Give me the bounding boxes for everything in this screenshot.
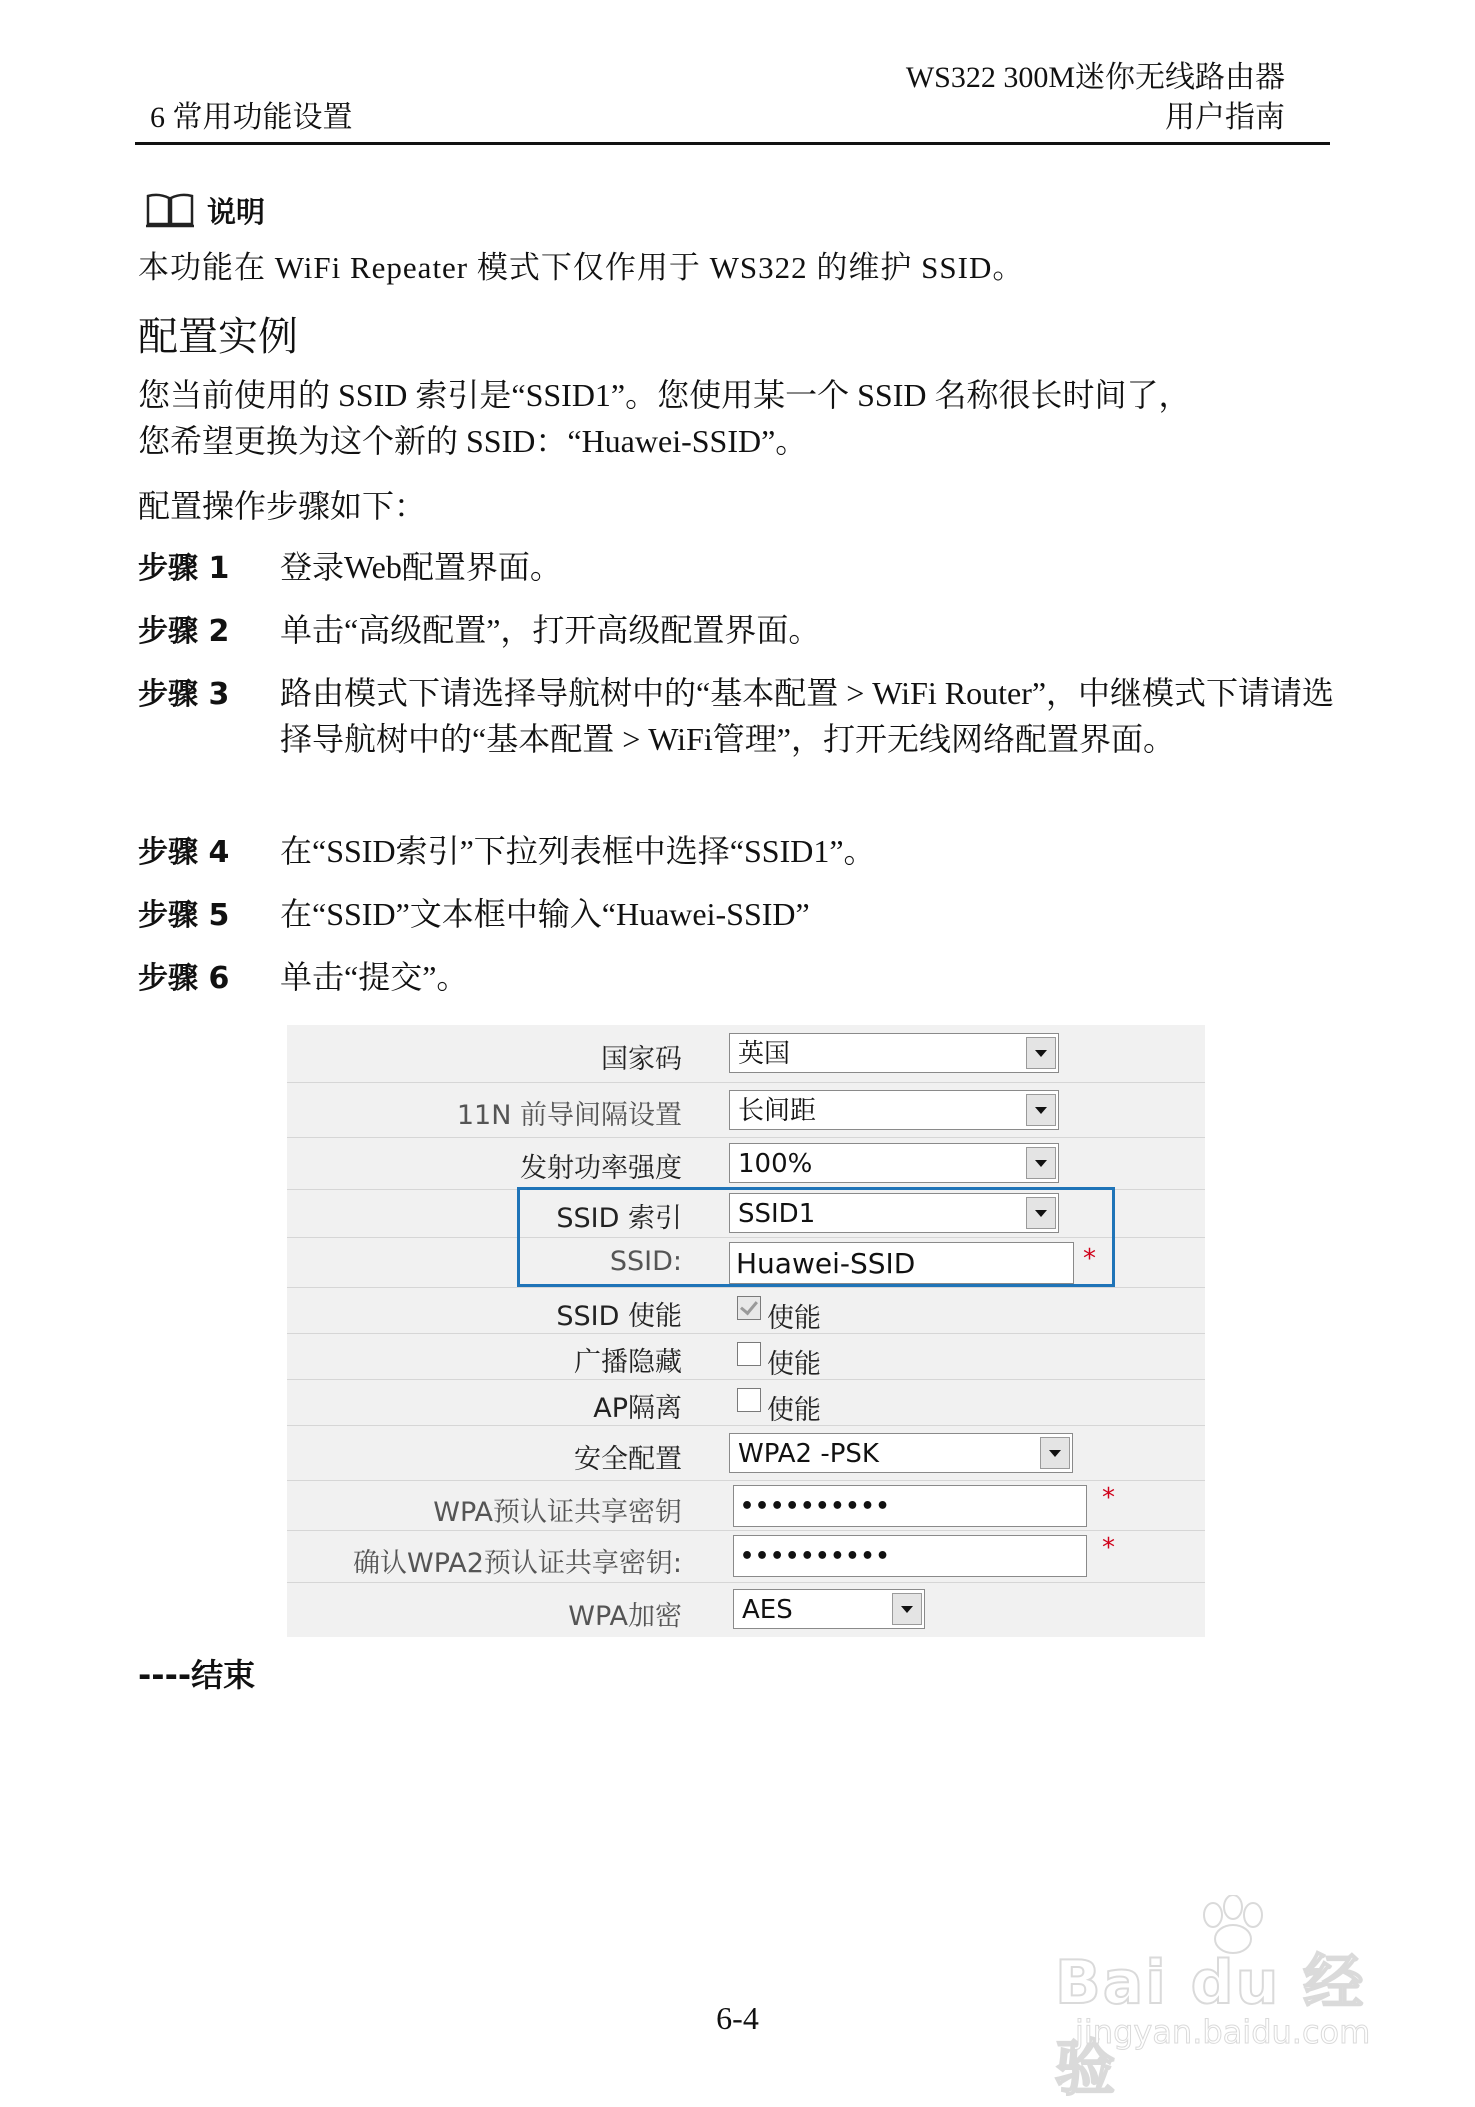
encryption-select[interactable] [733, 1589, 925, 1629]
enable-label: 使能 [767, 1349, 821, 1380]
country-value: 英国 [738, 1039, 791, 1069]
guide-name: 用户指南 [1165, 101, 1285, 134]
form-row-psk [287, 1480, 1205, 1531]
encryption-label: WPA加密 [568, 1601, 682, 1632]
preamble-value: 长间距 [738, 1096, 817, 1126]
form-row-psk-confirm [287, 1530, 1205, 1583]
power-label: 发射功率强度 [520, 1153, 682, 1184]
country-label: 国家码 [601, 1044, 682, 1075]
end-marker: ----结束 [138, 1656, 256, 1694]
ap-isolation-checkbox[interactable] [737, 1388, 761, 1412]
broadcast-hide-checkbox[interactable] [737, 1342, 761, 1366]
chevron-down-icon [1040, 1437, 1070, 1469]
step-text: 路由模式下请选择导航树中的“基本配置 > WiFi Router”，中继模式下请请选择导航树中的“基本配置 > WiFi管理”，打开无线网络配置界面。 [280, 675, 1335, 757]
page-header-right [906, 58, 1285, 138]
step-4 [138, 828, 1338, 876]
psk-confirm-input[interactable]: •••••••••• [733, 1535, 1087, 1577]
form-row-ssid-enable [287, 1287, 1205, 1334]
intro-paragraph [138, 372, 1338, 464]
chevron-down-icon [1026, 1037, 1056, 1069]
form-row-broadcast-hide [287, 1333, 1205, 1380]
step-label: 步骤 3 [138, 677, 230, 712]
step-text: 单击“高级配置”，打开高级配置界面。 [280, 612, 821, 648]
intro-line-1: 您当前使用的 SSID 索引是“SSID1”。您使用某一个 SSID 名称很长时间了， [138, 377, 1191, 413]
form-row-encryption [287, 1582, 1205, 1638]
watermark-brand: Bai du 经验 [1055, 1948, 1366, 2104]
preamble-select[interactable] [729, 1090, 1059, 1130]
step-text: 单击“提交”。 [280, 959, 469, 995]
power-value: 100% [738, 1149, 813, 1179]
power-select[interactable] [729, 1143, 1059, 1183]
chevron-down-icon [1026, 1094, 1056, 1126]
step-label: 步骤 6 [138, 961, 230, 996]
required-mark: * [1083, 1244, 1096, 1274]
encryption-value: AES [742, 1595, 793, 1625]
psk-label: WPA预认证共享密钥 [433, 1497, 682, 1528]
wifi-config-form [287, 1025, 1205, 1637]
ap-isolation-label: AP隔离 [593, 1393, 682, 1424]
ssid-index-value: SSID1 [738, 1199, 816, 1229]
step-1 [138, 544, 1338, 592]
chevron-down-icon [1026, 1147, 1056, 1179]
ssid-highlight-box [517, 1187, 1115, 1287]
form-row-security [287, 1425, 1205, 1481]
section-title: 配置实例 [138, 314, 298, 360]
security-value: WPA2 -PSK [738, 1439, 879, 1469]
step-label: 步骤 4 [138, 835, 230, 870]
ssid-enable-label: SSID 使能 [556, 1301, 682, 1332]
chapter-title: 6 常用功能设置 [150, 101, 353, 134]
step-text: 在“SSID”文本框中输入“Huawei-SSID” [280, 896, 810, 932]
baidu-watermark [1045, 1895, 1415, 2104]
security-label: 安全配置 [574, 1444, 682, 1475]
preamble-label: 11N 前导间隔设置 [456, 1100, 682, 1131]
form-row-country [287, 1025, 1205, 1082]
book-icon [145, 192, 195, 228]
step-5 [138, 891, 1338, 939]
country-select[interactable] [729, 1033, 1059, 1073]
watermark-url: jingyan.baidu.com [1075, 2013, 1371, 2051]
step-label: 步骤 1 [138, 551, 230, 586]
security-select[interactable] [729, 1433, 1073, 1473]
note-text: 本功能在 WiFi Repeater 模式下仅作用于 WS322 的维护 SSID。 [138, 250, 1025, 285]
ssid-enable-checkbox[interactable] [737, 1296, 761, 1320]
form-row-ap-isolation [287, 1379, 1205, 1426]
ssid-label: SSID: [609, 1246, 682, 1277]
step-label: 步骤 2 [138, 614, 230, 649]
step-3 [138, 670, 1338, 762]
form-row-power [287, 1137, 1205, 1190]
note-title: 说明 [207, 194, 266, 229]
ssid-index-label: SSID 索引 [556, 1203, 682, 1234]
ssid-input[interactable]: Huawei-SSID [729, 1242, 1074, 1284]
steps-intro: 配置操作步骤如下： [138, 488, 427, 524]
note-heading [145, 188, 265, 232]
psk-input[interactable]: •••••••••• [733, 1485, 1087, 1527]
step-6 [138, 954, 1338, 1002]
step-2 [138, 607, 1338, 655]
required-mark: * [1102, 1533, 1115, 1563]
broadcast-hide-label: 广播隐藏 [574, 1347, 682, 1378]
step-text: 登录Web配置界面。 [280, 549, 562, 585]
enable-label: 使能 [767, 1395, 821, 1426]
form-row-preamble [287, 1082, 1205, 1138]
chevron-down-icon [892, 1593, 922, 1625]
product-name: WS322 300M迷你无线路由器 [905, 61, 1285, 94]
required-mark: * [1102, 1483, 1115, 1513]
header-divider [135, 142, 1330, 145]
enable-label: 使能 [767, 1303, 821, 1334]
step-text: 在“SSID索引”下拉列表框中选择“SSID1”。 [280, 833, 876, 869]
page-number: 6-4 [716, 2000, 759, 2036]
intro-line-2: 您希望更换为这个新的 SSID：“Huawei-SSID”。 [138, 423, 808, 459]
step-label: 步骤 5 [138, 898, 230, 933]
psk-confirm-label: 确认WPA2预认证共享密钥: [353, 1548, 682, 1579]
